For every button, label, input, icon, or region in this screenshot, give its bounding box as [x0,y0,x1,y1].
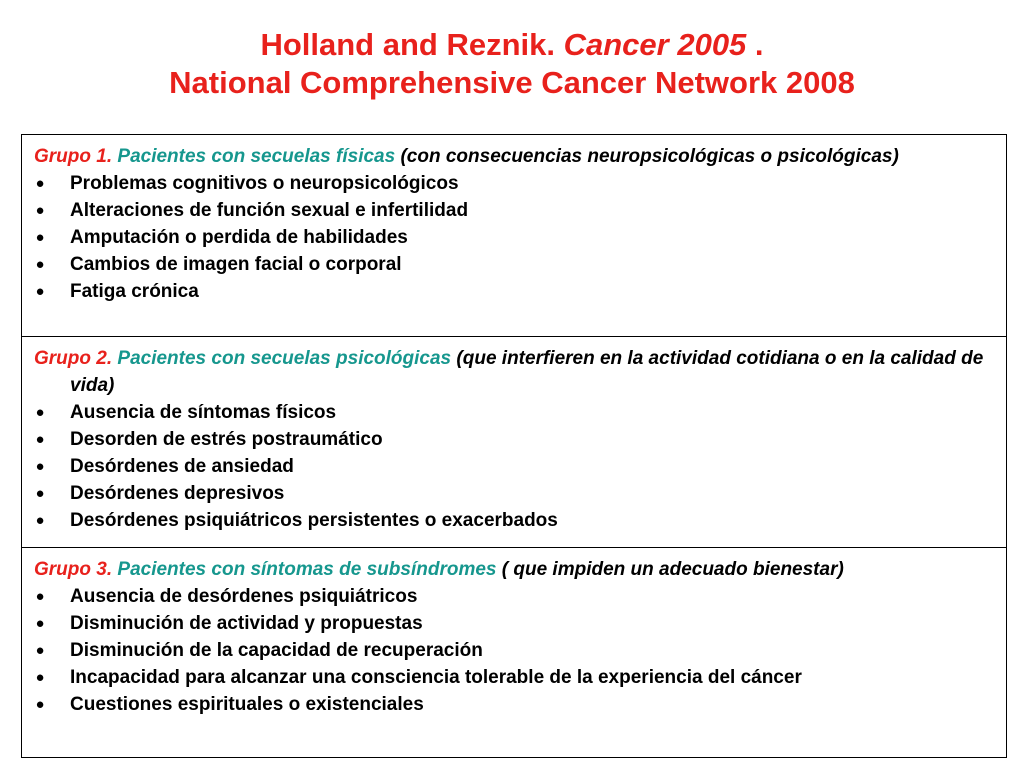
bullet-icon: ● [35,202,45,219]
bullet-icon: ● [35,404,45,421]
list-item-text: Amputación o perdida de habilidades [70,227,408,248]
group-2-number: Grupo 2. [34,348,113,369]
group-1-name: Pacientes con secuelas físicas [112,146,396,167]
title-line-2: National Comprehensive Cancer Network 2008 [169,65,855,100]
list-item-text: Disminución de la capacidad de recuperación [70,640,483,661]
group-1-cell [22,135,1006,336]
list-item-text: Ausencia de desórdenes psiquiátricos [70,586,418,607]
group-3-cell [22,547,1006,757]
group-3-list [34,583,996,718]
list-item-text: Fatiga crónica [70,281,199,302]
list-item [34,170,996,197]
bullet-icon: ● [35,696,45,713]
list-item [34,251,996,278]
group-2-heading [34,345,996,399]
list-item-text: Problemas cognitivos o neuropsicológicos [70,173,459,194]
groups-table [21,134,1007,758]
list-item [34,610,996,637]
list-item [34,453,996,480]
bullet-icon: ● [35,588,45,605]
group-2-name: Pacientes con secuelas psicológicas [112,348,452,369]
bullet-icon: ● [35,512,45,529]
list-item [34,399,996,426]
title-line-1 [0,26,1024,64]
list-item [34,583,996,610]
group-2-list [34,399,996,534]
list-item-text: Desórdenes psiquiátricos persistentes o exacerbados [70,510,558,531]
title-suffix: . [746,27,764,62]
bullet-icon: ● [35,229,45,246]
list-item-text: Cuestiones espirituales o existenciales [70,694,424,715]
bullet-icon: ● [35,485,45,502]
list-item-text: Ausencia de síntomas físicos [70,402,337,423]
group-1-number: Grupo 1. [34,146,113,167]
bullet-icon: ● [35,669,45,686]
list-item [34,197,996,224]
group-3-name: Pacientes con síntomas de subsíndromes [112,559,497,580]
bullet-icon: ● [35,458,45,475]
title-authors: Holland and Reznik. [260,27,564,62]
list-item [34,480,996,507]
bullet-icon: ● [35,283,45,300]
list-item [34,224,996,251]
list-item [34,278,996,305]
bullet-icon: ● [35,615,45,632]
group-1-list [34,170,996,305]
list-item-text: Cambios de imagen facial o corporal [70,254,402,275]
list-item [34,664,996,691]
bullet-icon: ● [35,642,45,659]
group-2-note: (que interfieren en la actividad cotidiana o en la calidad de vida) [70,348,984,396]
group-1-heading [34,143,996,170]
list-item-text: Desórdenes depresivos [70,483,285,504]
list-item [34,637,996,664]
group-2-cell [22,336,1006,547]
title-journal: Cancer 2005 [563,27,747,62]
bullet-icon: ● [35,431,45,448]
group-1-note: (con consecuencias neuropsicológicas o psicológicas) [395,146,899,167]
list-item [34,426,996,453]
bullet-icon: ● [35,256,45,273]
group-3-heading [34,556,996,583]
list-item-text: Desorden de estrés postraumático [70,429,383,450]
group-3-number: Grupo 3. [34,559,113,580]
list-item-text: Disminución de actividad y propuestas [70,613,423,634]
slide-title [0,26,1024,102]
list-item-text: Desórdenes de ansiedad [70,456,294,477]
list-item [34,507,996,534]
list-item-text: Alteraciones de función sexual e infertilidad [70,200,469,221]
bullet-icon: ● [35,175,45,192]
list-item [34,691,996,718]
list-item-text: Incapacidad para alcanzar una consciencia tolerable de la experiencia del cáncer [70,667,802,688]
group-3-note: ( que impiden un adecuado bienestar) [496,559,844,580]
